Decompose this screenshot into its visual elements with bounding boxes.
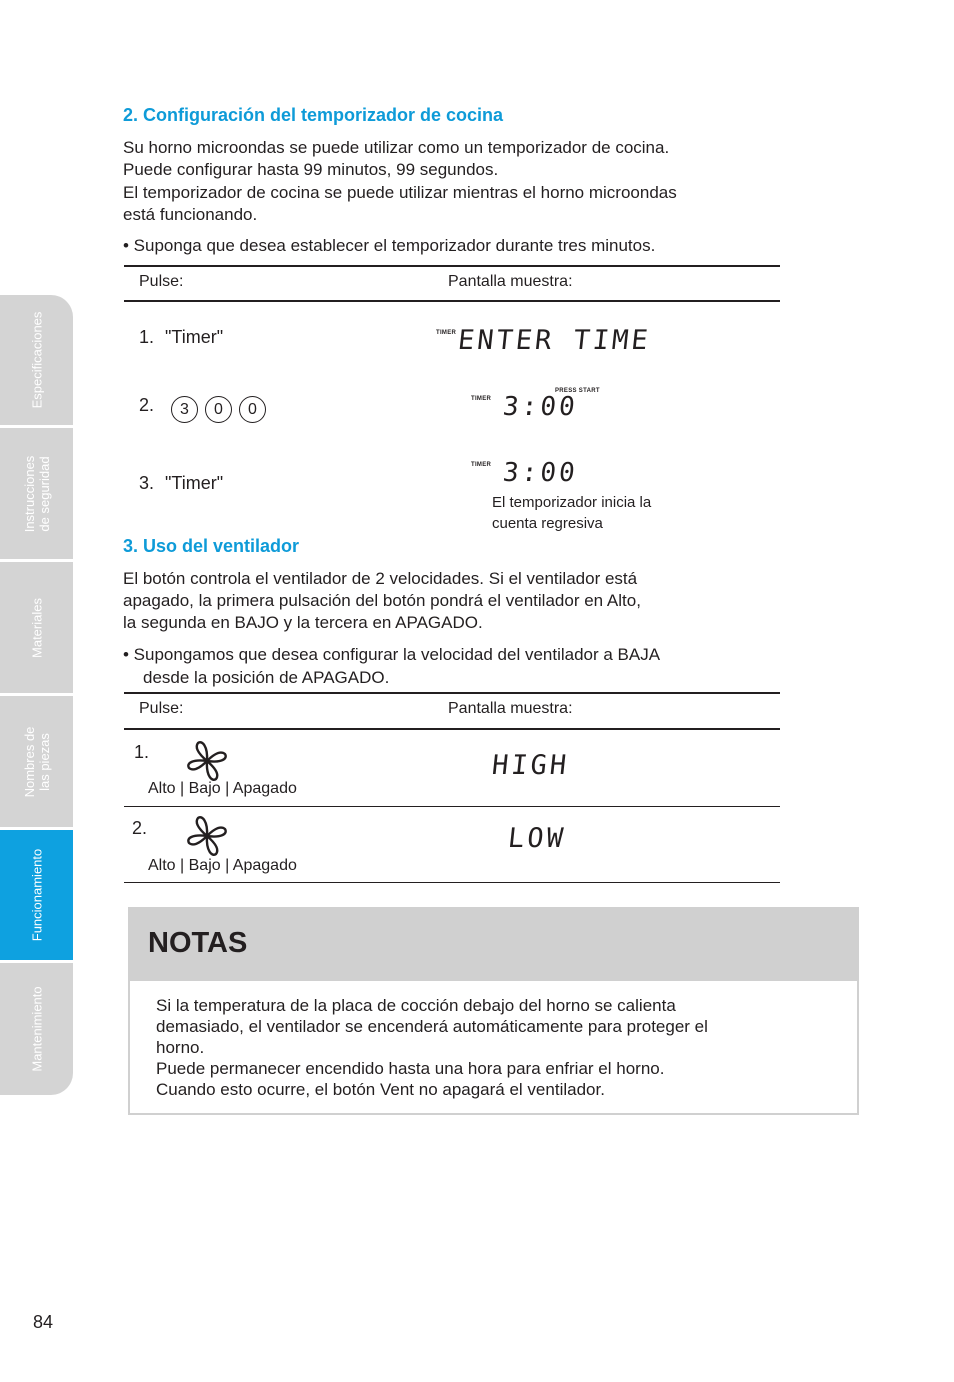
notes-box: [128, 907, 859, 1115]
tab-mantenimiento[interactable]: [0, 963, 73, 1095]
paragraph: Puede configurar hasta 99 minutos, 99 segundos.: [123, 160, 499, 179]
timer-key-label: "Timer": [165, 473, 224, 493]
fan-speed-caption: Alto | Bajo | Apagado: [148, 780, 297, 797]
notes-header: [130, 909, 857, 981]
notes-title: NOTAS: [148, 927, 248, 959]
paragraph: El temporizador de cocina se puede utilizar mientras el horno microondas: [123, 183, 677, 202]
tab-label: Especificaciones: [29, 311, 44, 409]
section-title-timer: 2. Configuración del temporizador de cocina: [123, 105, 504, 125]
tab-label: Nombres de las piezas: [21, 726, 52, 797]
paragraph: El botón controla el ventilador de 2 velocidades. Si el ventilador está: [123, 569, 638, 588]
column-header-display: Pantalla muestra:: [448, 273, 573, 290]
tab-funcionamiento[interactable]: [0, 830, 73, 960]
lcd-display-enter-time: ENTER TIME: [456, 325, 653, 356]
notes-body: [156, 995, 846, 1100]
bullet-item: • Supongamos que desea configurar la velocidad del ventilador a BAJA: [123, 645, 661, 664]
table-header-rule: [124, 728, 780, 730]
fan-speed-caption: Alto | Bajo | Apagado: [148, 857, 297, 874]
notes-line: Si la temperatura de la placa de cocción debajo del horno se calienta: [156, 996, 676, 1015]
lcd-timer-indicator: TIMER: [471, 462, 492, 468]
key-0-button[interactable]: 0: [205, 396, 232, 423]
notes-line: demasiado, el ventilador se encenderá automáticamente para proteger el: [156, 1017, 708, 1036]
tab-especificaciones[interactable]: [0, 295, 73, 425]
paragraph: está funcionando.: [123, 205, 258, 224]
countdown-note: El temporizador inicia la: [492, 494, 652, 511]
tab-nombres-de-las-piezas[interactable]: [0, 696, 73, 827]
paragraph: Su horno microondas se puede utilizar como un temporizador de cocina.: [123, 138, 670, 157]
lcd-display-high: HIGH: [490, 750, 571, 781]
paragraph: la segunda en BAJO y la tercera en APAGADO.: [123, 613, 483, 632]
lcd-display-low: LOW: [506, 823, 568, 854]
page-number: 84: [33, 1312, 54, 1332]
key-sequence: [171, 396, 273, 423]
notes-line: Puede permanecer encendido hasta una hora para enfriar el horno.: [156, 1059, 665, 1078]
tab-instrucciones-de-seguridad[interactable]: [0, 428, 73, 559]
lcd-press-start-indicator: PRESS START: [555, 388, 600, 394]
timer-key-label: "Timer": [165, 327, 224, 347]
notes-line: horno.: [156, 1038, 205, 1057]
table-header-rule: [124, 300, 780, 302]
countdown-note: cuenta regresiva: [492, 515, 603, 532]
section-title-fan: 3. Uso del ventilador: [123, 536, 300, 556]
tab-label: Funcionamiento: [29, 848, 44, 942]
fan-icon[interactable]: [184, 815, 230, 857]
step-number: 2.: [139, 395, 155, 415]
paragraph: apagado, la primera pulsación del botón pondrá el ventilador en Alto,: [123, 591, 641, 610]
fan-icon[interactable]: [184, 740, 230, 782]
step-number: 3.: [139, 473, 155, 493]
lcd-timer-indicator: TIMER: [436, 330, 457, 336]
tab-label: Instrucciones de seguridad: [21, 455, 52, 532]
bullet-continuation: desde la posición de APAGADO.: [143, 668, 390, 687]
lcd-timer-indicator: TIMER: [471, 396, 492, 402]
lcd-display-time: 3:00: [501, 392, 580, 422]
lcd-display-time: 3:00: [501, 458, 580, 488]
notes-line: Cuando esto ocurre, el botón Vent no apagará el ventilador.: [156, 1080, 605, 1099]
table-row-divider: [124, 806, 780, 807]
tab-label: Materiales: [29, 597, 44, 658]
tab-label: Mantenimiento: [29, 986, 44, 1072]
key-0-button[interactable]: 0: [239, 396, 266, 423]
step-number: 1.: [139, 327, 155, 347]
table-top-rule: [124, 265, 780, 267]
step-number: 2.: [132, 818, 148, 838]
column-header-pulse: Pulse:: [139, 273, 184, 290]
step-number: 1.: [134, 742, 150, 762]
bullet-item: • Suponga que desea establecer el temporizador durante tres minutos.: [123, 236, 656, 255]
column-header-display: Pantalla muestra:: [448, 700, 573, 717]
column-header-pulse: Pulse:: [139, 700, 184, 717]
table-top-rule: [124, 692, 780, 694]
table-bottom-rule: [124, 882, 780, 883]
tab-materiales[interactable]: [0, 562, 73, 693]
side-tabs: [0, 295, 73, 1095]
key-3-button[interactable]: 3: [171, 396, 198, 423]
